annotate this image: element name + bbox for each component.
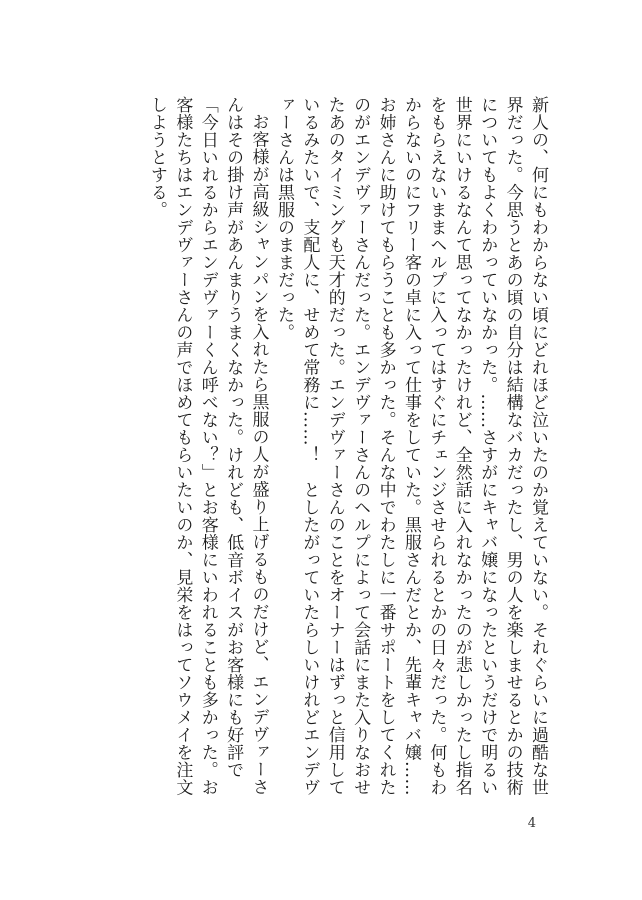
page-number: 4	[527, 816, 536, 831]
paragraph-2: お客様が高級シャンパンを入れたら黒服の人が盛り上げるものだけど、エンデヴァーさんはその掛け声があんまりうまくなかった。けれども、低音ボイスがお客様にも好評で「今日いれるからエンデヴァーくん呼べない？」とお客様にいわれることも多かった。お客様たちはエンデヴァーさんの声でほめてもらいたいのか、見栄をはってソウメイを注文しようとする。	[146, 96, 269, 796]
vertical-text-body	[144, 96, 551, 796]
paragraph-1: 新人の、何にもわからない頃にどれほど泣いたのか覚えていない。それぐらいに過酷な世界だった。今思うとあの頃の自分は結構なバカだったし、男の人を楽しませるとかの技術についてもよくわかっていなかった。……さすがにキャバ嬢になったというだけで明るい世界にいけるなんて思ってなかったけれど、全然話に入れなかったのが悲しかったし指名をもらえないままヘルプに入ってはすぐにチェンジさせられるとかの日々だった。何もわからないのにフリー客の卓に入って仕事をしていた。黒服さんだとか、先輩キャバ嬢……お姉さんに助けてもらうことも多かった。そんな中でわたしに一番サポートをしてくれたのがエンデヴァーさんだった。エンデヴァーさんのヘルプによって会話にまた入りなおせたあのタイミングも天才的だった。エンデヴァーさんのことをオーナーはずっと信用しているみたいで、支配人に、せめて常務に……！ としたがっていたらしいけれどエンデヴァーさんは黒服のままだった。	[273, 96, 548, 796]
